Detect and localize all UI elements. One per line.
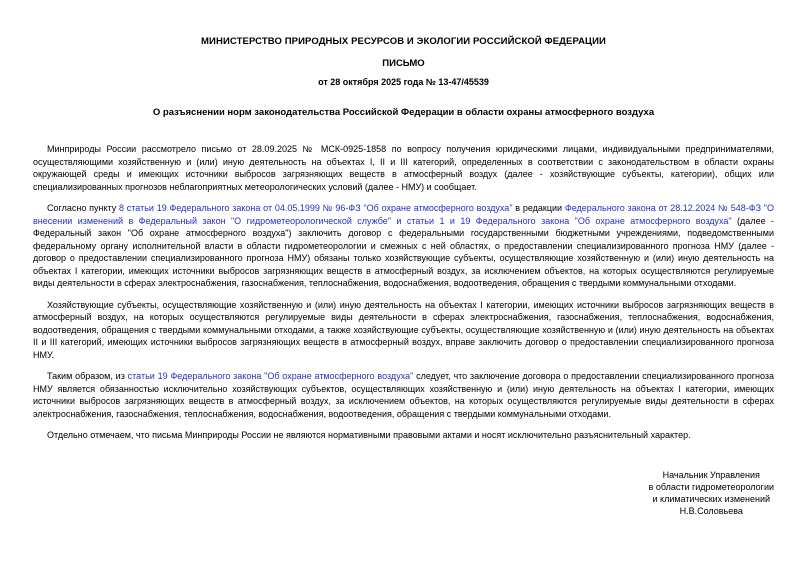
paragraph-4 bbox=[33, 370, 774, 420]
document-header bbox=[33, 36, 774, 118]
signature-row bbox=[33, 469, 774, 518]
law-96fz-link[interactable]: 8 статьи 19 Федерального закона от 04.05.1999 № 96-ФЗ "Об охране атмосферного воздуха" bbox=[119, 203, 513, 213]
document-subject: О разъяснении норм законодательства Российской Федерации в области охраны атмосферного воздуха bbox=[152, 107, 655, 118]
paragraph-3-text: Хозяйствующие субъекты, осуществляющие хозяйственную и (или) иную деятельность на объектах I категории, имеющих источники выбросов загрязняющих веществ в атмосферный воздух, на которых осуществляются регулируемые виды деятельности в сферах электроснабжения, газоснабжения, теплоснабжения, водоснабжения, водоотведения, обращения с твердыми коммунальными отходами, а также хозяйствующие субъекты, осуществляющие хозяйственную и (или) иную деятельность на объектах II и III категорий, имеющих источники выбросов загрязняющих веществ в атмосферный воздух, вправе заключить договор о предоставлении специализированного прогноза НМУ. bbox=[33, 299, 774, 360]
document-date-number: от 28 октября 2025 года № 13-47/45539 bbox=[318, 77, 489, 87]
paragraph-3 bbox=[33, 299, 774, 362]
paragraph-2 bbox=[33, 202, 774, 290]
signature-block bbox=[649, 469, 774, 518]
paragraph-1 bbox=[33, 143, 774, 193]
paragraph-5 bbox=[33, 429, 774, 442]
signer-position-line-3: и климатических изменений bbox=[652, 494, 771, 505]
signer-position-line-2: в области гидрометеорологии bbox=[648, 481, 774, 492]
paragraph-4-text-1: Таким образом, из bbox=[47, 371, 128, 381]
paragraph-1-text: Минприроды России рассмотрело письмо от 28.09.2025 № МСК-0925-1858 по вопросу получения юридическими лицами, индивидуальными предпринимателями, осуществляющими хозяйственную и (или) иную деятельность на объектах I, II и III категорий, определенных в соответствии с законодательством в области охраны окружающей среды и имеющих источники выбросов загрязняющих веществ в атмосферный воздух (далее - хозяйствующие субъекты, категории), общих или специализированных прогнозов неблагоприятных метеорологических условий (далее - НМУ) и сообщает. bbox=[33, 144, 774, 192]
signer-position-line-1: Начальник Управления bbox=[662, 469, 760, 480]
paragraph-5-text: Отдельно отмечаем, что письма Минприроды России не являются нормативными правовыми актами и носят исключительно разъяснительный характер. bbox=[47, 430, 691, 440]
signer-name: Н.В.Соловьева bbox=[679, 506, 743, 517]
document-body bbox=[33, 143, 774, 442]
document-type: ПИСЬМО bbox=[382, 58, 425, 69]
paragraph-2-text-3: (далее - Федеральный закон "Об охране атмосферного воздуха") заключить договор с федеральными государственными бюджетными учреждениями, подведомственными федеральному органу исполнительной власти в области гидрометеорологии и смежных с ней областях, о предоставлении специализированного прогноза НМУ (далее - договор о предоставлении специализированного прогноза НМУ) обязаны только хозяйствующие субъекты, осуществляющие хозяйственную и (или) иную деятельность на объектах I категории, имеющих источники выбросов загрязняющих веществ в атмосферный воздух, за исключением объектов, на которых осуществляются регулируемые виды деятельности в сферах электроснабжения, газоснабжения, теплоснабжения, водоснабжения, водоотведения, обращения с твердыми коммунальными отходами. bbox=[33, 215, 774, 288]
paragraph-2-text-2: в редакции bbox=[512, 203, 565, 213]
ministry-name: МИНИСТЕРСТВО ПРИРОДНЫХ РЕСУРСОВ И ЭКОЛОГИИ РОССИЙСКОЙ ФЕДЕРАЦИИ bbox=[201, 36, 606, 47]
paragraph-4-text-2: следует, что заключение договора о предоставлении специализированного прогноза НМУ является обязанностью исключительно хозяйствующих субъектов, осуществляющих хозяйственную и (или) иную деятельность на объектах I категории, имеющих источники выбросов загрязняющих веществ в атмосферный воздух, за исключением объектов, на которых осуществляются регулируемые виды деятельности в сферах электроснабжения, газоснабжения, теплоснабжения, водоснабжения, водоотведения, обращения с твердыми коммунальными отходами. bbox=[33, 371, 775, 419]
law-548fz-link[interactable]: Федерального закона от 28.12.2024 № 548-ФЗ "О внесении изменений в Федеральный закон "О гидрометеорологической службе" и статьи 1 и 19 Федерального закона "Об охране атмосферного воздуха" bbox=[33, 203, 775, 226]
article-19-link[interactable]: статьи 19 Федерального закона "Об охране атмосферного воздуха" bbox=[127, 371, 414, 381]
paragraph-2-text-1: Согласно пункту bbox=[47, 203, 119, 213]
